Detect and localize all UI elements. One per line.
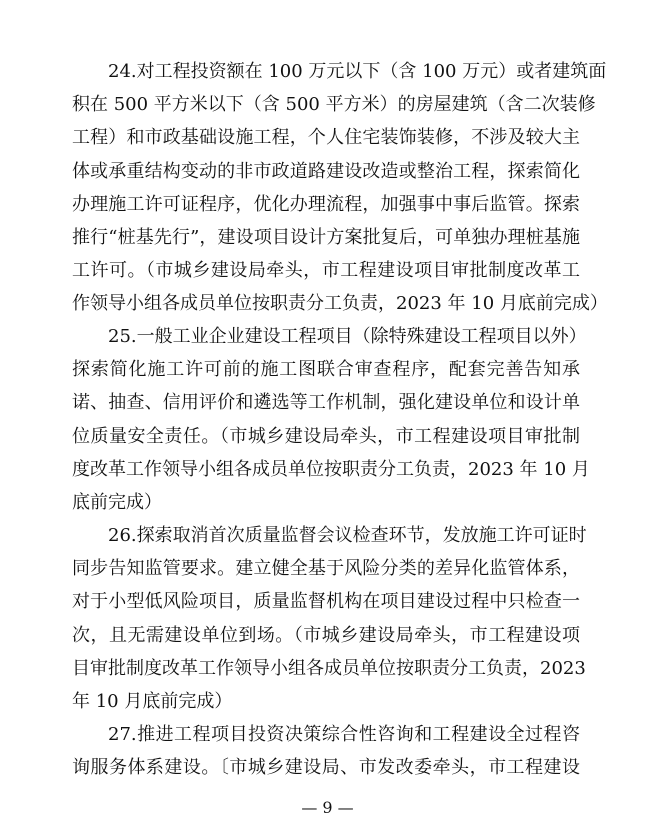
paragraph-26: [72, 519, 587, 718]
paragraph-line: 目审批制度改革工作领导小组各成员单位按职责分工负责，2023: [72, 657, 586, 679]
paragraph-line: 工许可。（市城乡建设局牵头，市工程建设项目审批制度改革工: [72, 260, 580, 282]
paragraph-line: 同步告知监管要求。建立健全基于风险分类的差异化监管体系，: [72, 558, 580, 580]
paragraph-line: 24.对工程投资额在 100 万元以下（含 100 万元）或者建筑面: [108, 61, 607, 82]
paragraph-line: 位质量安全责任。（市城乡建设局牵头，市工程建设项目审批制: [72, 425, 580, 447]
paragraph-line: 工程）和市政基础设施工程，个人住宅装饰装修，不涉及较大主: [72, 127, 580, 149]
paragraph-line: 26.探索取消首次质量监督会议检查环节，发放施工许可证时: [108, 525, 587, 546]
paragraph-25: [72, 320, 590, 519]
paragraph-line: 度改革工作领导小组各成员单位按职责分工负责，2023 年 10 月: [72, 458, 590, 480]
paragraph-line: 底前完成）: [72, 491, 162, 513]
paragraph-line: 次，且无需建设单位到场。（市城乡建设局牵头，市工程建设项: [72, 624, 580, 646]
page-number: — 9 —: [301, 798, 354, 817]
paragraph-line: 询服务体系建设。〔市城乡建设局、市发改委牵头，市工程建设: [72, 757, 580, 779]
paragraph-line: 探索简化施工许可前的施工图联合审查程序，配套完善告知承: [72, 359, 580, 381]
paragraph-line: 办理施工许可证程序，优化办理流程，加强事中事后监管。探索: [72, 193, 580, 215]
paragraph-line: 年 10 月底前完成）: [72, 690, 233, 712]
paragraph-line: 推行“桩基先行”，建设项目设计方案批复后，可单独办理桩基施: [72, 226, 580, 248]
paragraph-line: 25.一般工业企业建设工程项目（除特殊建设工程项目以外）: [108, 326, 587, 347]
paragraph-line: 作领导小组各成员单位按职责分工负责，2023 年 10 月底前完成）: [72, 293, 608, 315]
paragraph-27: [72, 718, 580, 784]
paragraph-line: 体或承重结构变动的非市政道路建设改造或整治工程，探索简化: [72, 160, 580, 182]
paragraph-line: 27.推进工程项目投资决策综合性咨询和工程建设全过程咨: [108, 724, 580, 745]
paragraph-24: [72, 55, 608, 321]
paragraph-line: 积在 500 平方米以下（含 500 平方米）的房屋建筑（含二次装修: [72, 94, 596, 116]
paragraph-line: 诺、抽查、信用评价和遴选等工作机制，强化建设单位和设计单: [72, 392, 580, 414]
paragraph-line: 对于小型低风险项目，质量监督机构在项目建设过程中只检查一: [72, 591, 580, 613]
